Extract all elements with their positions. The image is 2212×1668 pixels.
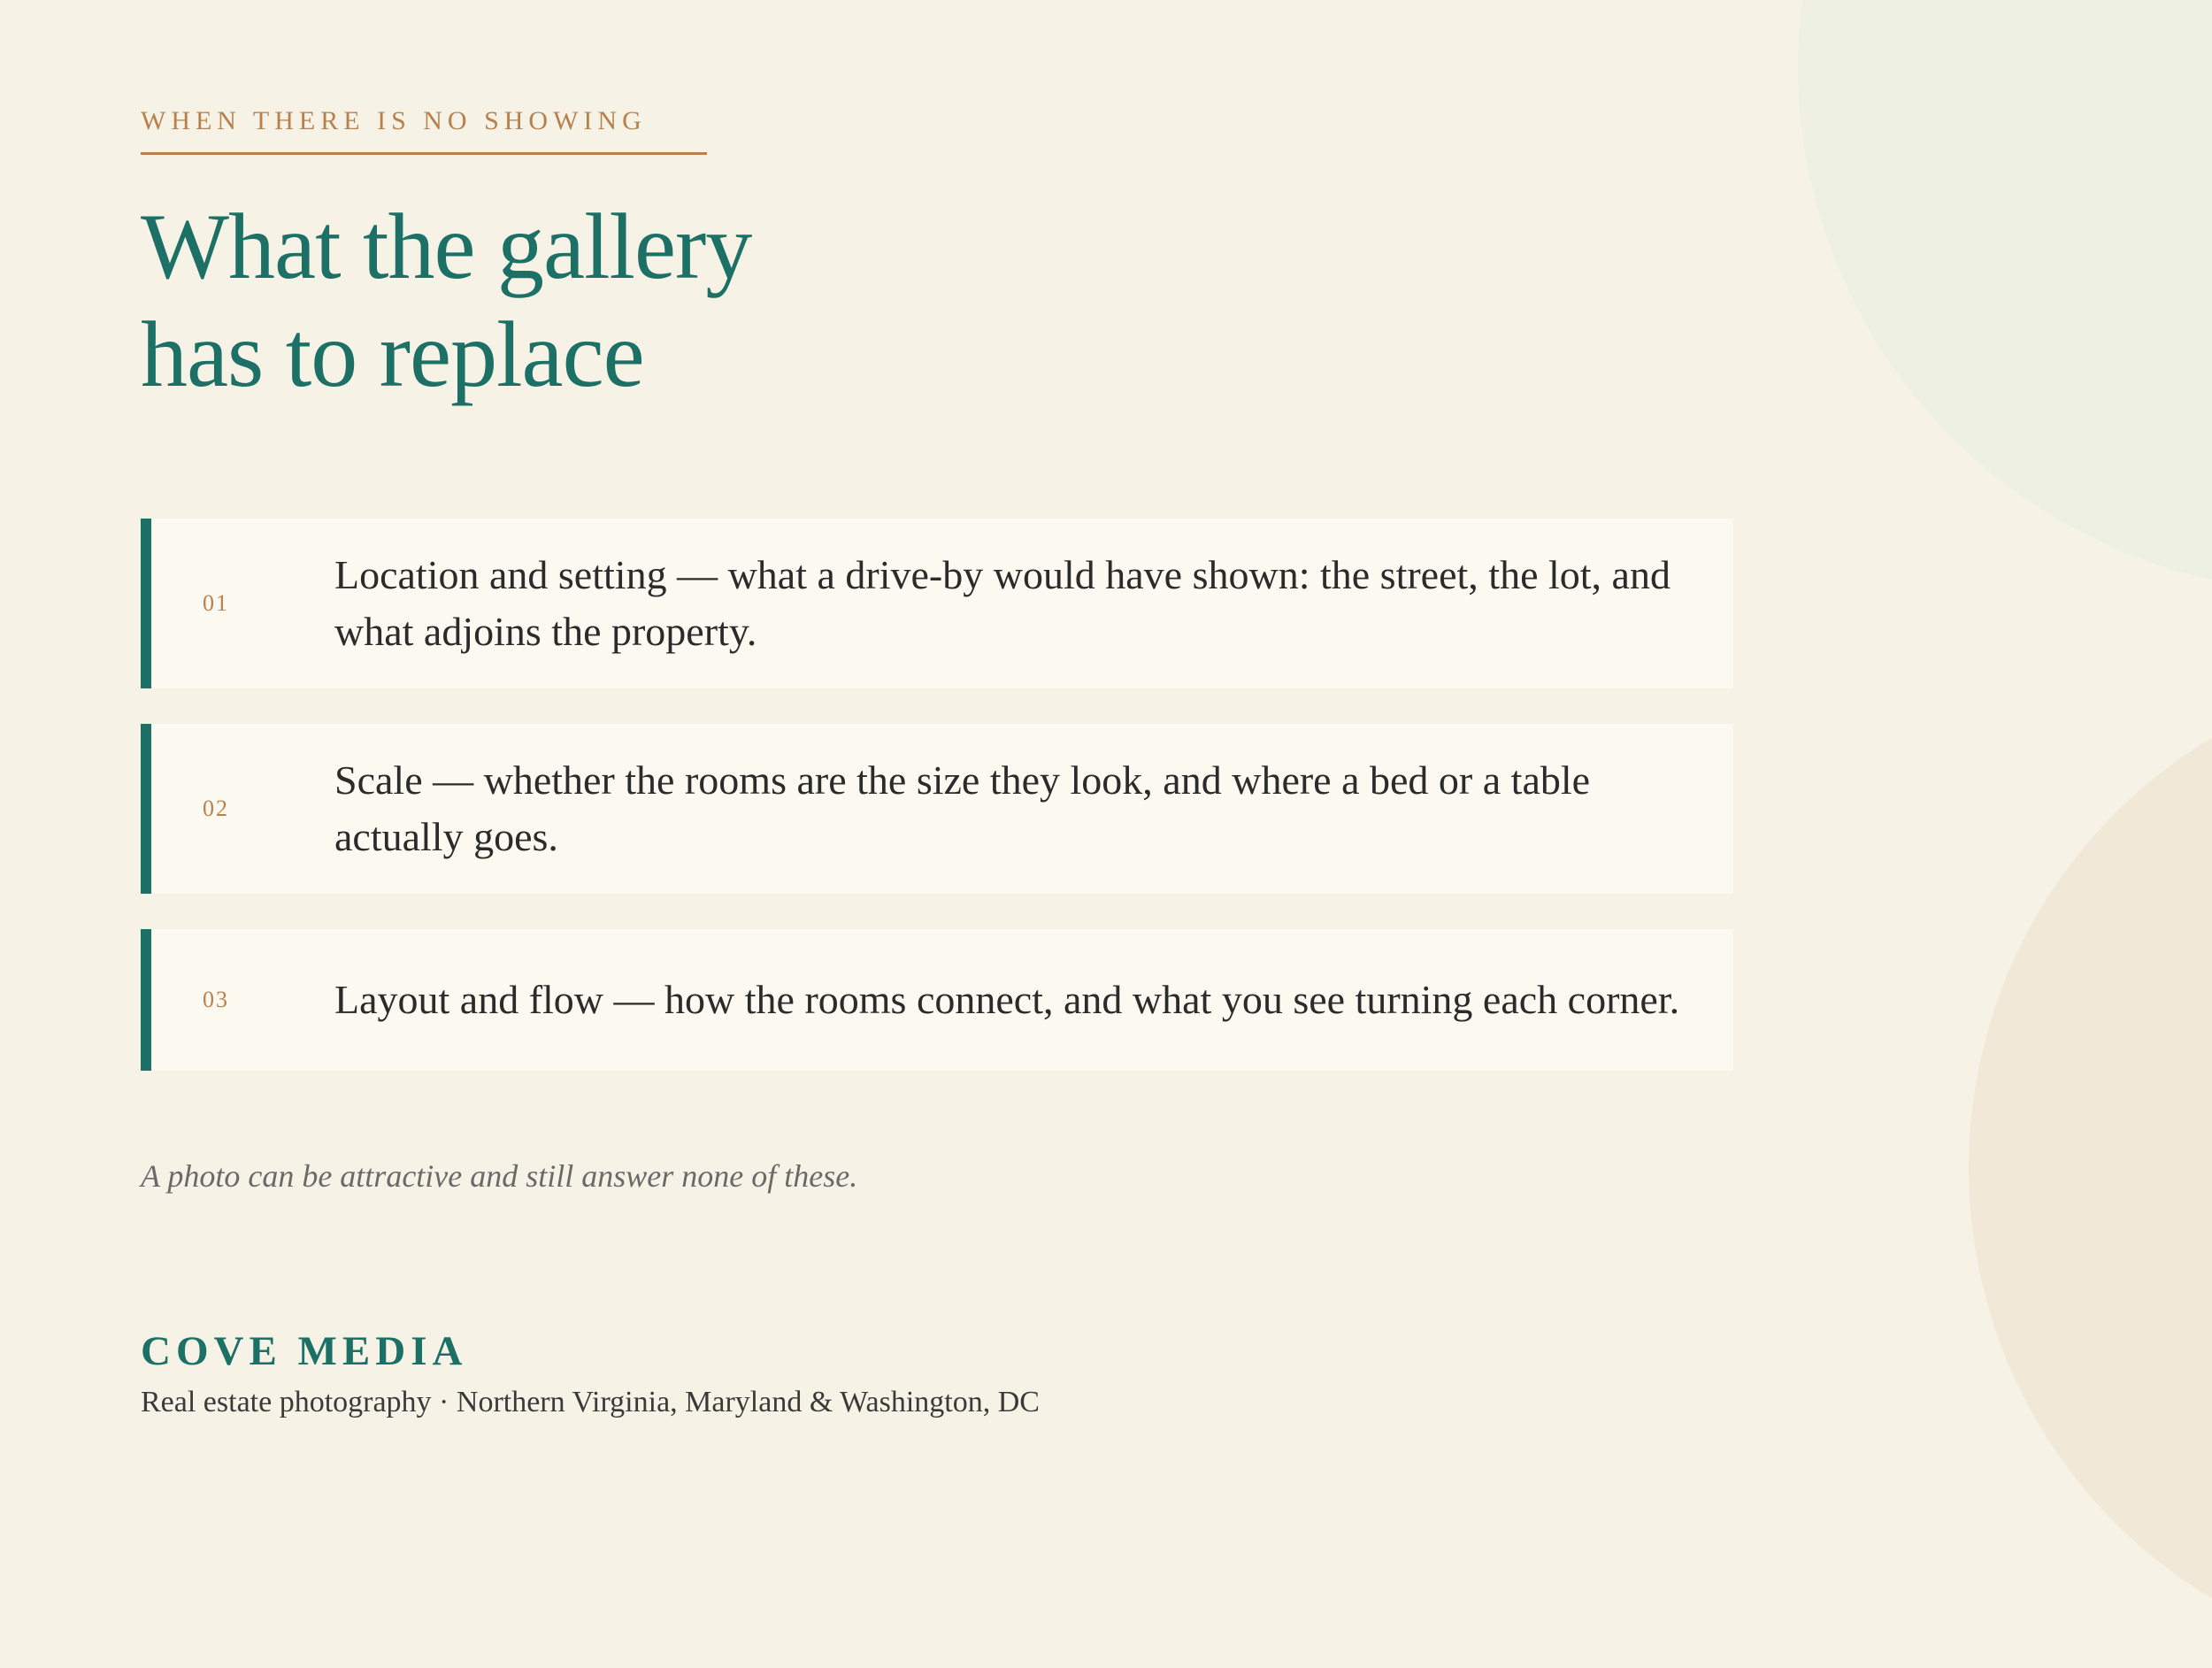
list-item-number: 01 [203, 590, 229, 616]
page-title-line-1: What the gallery [141, 195, 752, 298]
list-item-number: 02 [203, 796, 229, 821]
list-item [141, 929, 1733, 1071]
page-title-line-2: has to replace [141, 303, 644, 406]
footnote: A photo can be attractive and still answer none of these. [141, 1158, 858, 1194]
list-item-text: Scale — whether the rooms are the size they look, and where a bed or a table actually goes. [334, 757, 1591, 859]
brand-tagline: Real estate photography · Northern Virginia, Maryland & Washington, DC [141, 1386, 1040, 1418]
list-item [141, 519, 1733, 688]
list-item [141, 724, 1733, 894]
decorative-circle-green [1798, 0, 2212, 593]
list-item-text: Layout and flow — how the rooms connect, and what you see turning each corner. [334, 977, 1680, 1022]
list-item-number: 03 [203, 987, 229, 1012]
decorative-circle-tan [1969, 668, 2212, 1668]
brand-name: COVE MEDIA [141, 1328, 468, 1374]
list-item-text: Location and setting — what a drive-by would have shown: the street, the lot, and what adjoins the property. [334, 552, 1671, 654]
section-kicker: WHEN THERE IS NO SHOWING [141, 106, 707, 155]
page-title [141, 193, 937, 409]
